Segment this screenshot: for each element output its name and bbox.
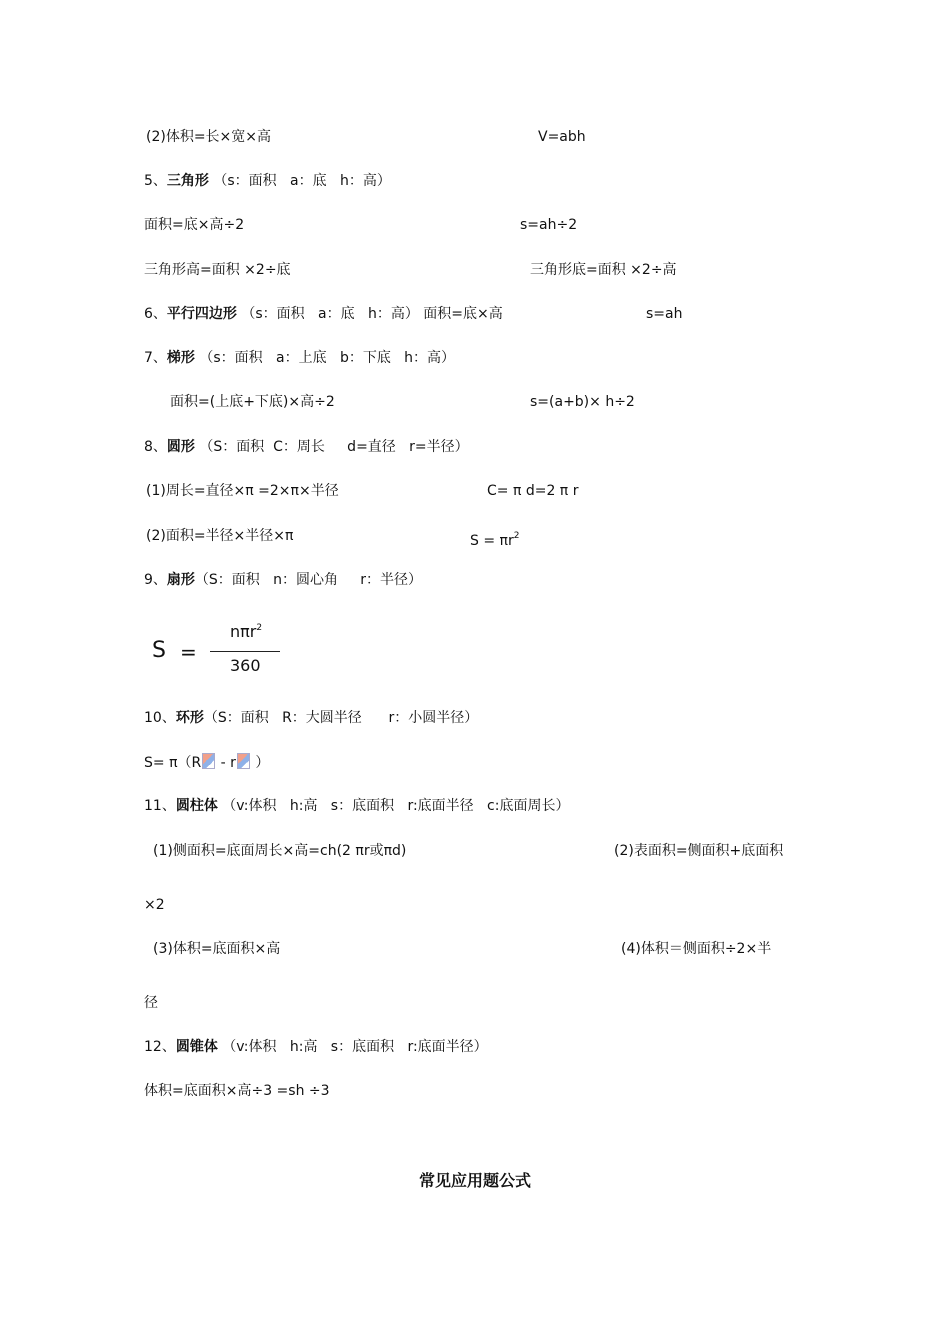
formula-triangle-height: 三角形高=面积 ×2÷底	[144, 262, 291, 278]
broken-image-icon	[237, 753, 250, 769]
section-title: 常见应用题公式	[418, 1171, 531, 1190]
heading-legend: （S：面积 R：大圆半径 r：小圆半径）	[203, 710, 479, 726]
heading-number: 10、	[144, 710, 176, 726]
heading-label: 圆形	[166, 439, 195, 455]
formula-cylinder-surface-area-cont: ×2	[144, 897, 165, 913]
fraction-lhs: S	[152, 638, 166, 663]
heading-label: 圆锥体	[175, 1039, 218, 1055]
heading-parallelogram	[144, 305, 503, 323]
heading-sector	[144, 571, 422, 589]
formula-triangle-area-symbolic: s=ah÷2	[520, 217, 578, 233]
heading-number: 5、	[144, 173, 167, 189]
formula-base: S = πr	[470, 533, 514, 549]
formula-circle-circumference-symbolic: C= π d=2 π r	[487, 483, 579, 499]
fraction-equals: =	[180, 640, 197, 664]
formula-cylinder-surface-area: (2)表面积=侧面积+底面积	[614, 843, 784, 859]
formula-cylinder-lateral-area: (1)侧面积=底面周长×高=ch(2 πr或πd)	[153, 843, 407, 859]
heading-legend: （v:体积 h:高 s：底面积 r:底面半径 c:底面周长）	[217, 798, 570, 814]
heading-annulus	[144, 709, 478, 727]
heading-legend: （v:体积 h:高 s：底面积 r:底面半径）	[217, 1039, 488, 1055]
heading-label: 三角形	[166, 173, 209, 189]
formula-circle-circumference: (1)周长=直径×π =2×π×半径	[146, 483, 339, 499]
heading-label: 梯形	[166, 350, 195, 366]
heading-legend: （S：面积 n：圆心角 r：半径）	[194, 572, 423, 588]
formula-part: S= π（R	[144, 755, 202, 771]
formula-cone-volume: 体积=底面积×高÷3 =sh ÷3	[144, 1083, 330, 1099]
heading-circle	[144, 438, 469, 456]
formula-sector-area-fraction	[150, 620, 290, 682]
formula-circle-area: (2)面积=半径×半径×π	[146, 528, 294, 544]
heading-label: 平行四边形	[166, 306, 237, 322]
formula-cylinder-volume-alt-cont: 径	[144, 995, 158, 1011]
formula-circle-area-symbolic	[470, 527, 519, 550]
heading-cone	[144, 1038, 488, 1056]
formula-part: ）	[250, 755, 270, 771]
formula-trapezoid-area: 面积=(上底+下底)×高÷2	[170, 394, 335, 410]
fraction-bar	[210, 651, 280, 652]
heading-number: 12、	[144, 1039, 176, 1055]
fraction-numerator	[230, 622, 262, 641]
formula-exponent: 2	[513, 531, 520, 541]
heading-label: 扇形	[166, 572, 195, 588]
heading-number: 7、	[144, 350, 167, 366]
formula-annulus-area	[144, 753, 269, 772]
formula-trapezoid-area-symbolic: s=(a+b)× h÷2	[530, 394, 635, 410]
formula-parallelogram-symbolic: s=ah	[646, 306, 683, 322]
broken-image-icon	[202, 753, 215, 769]
heading-legend: （s：面积 a：上底 b：下底 h：高）	[194, 350, 456, 366]
heading-legend: （s：面积 a：底 h：高）	[208, 173, 391, 189]
heading-legend: （S：面积 C：周长 d=直径 r=半径）	[194, 439, 469, 455]
heading-number: 6、	[144, 306, 167, 322]
formula-cuboid-volume: (2)体积=长×宽×高	[146, 129, 272, 145]
numerator-base: nπr	[230, 622, 257, 641]
numerator-exponent: 2	[256, 623, 263, 633]
formula-triangle-area: 面积=底×高÷2	[144, 217, 245, 233]
heading-number: 9、	[144, 572, 167, 588]
heading-legend: （s：面积 a：底 h：高） 面积=底×高	[236, 306, 503, 322]
formula-cylinder-volume: (3)体积=底面积×高	[153, 941, 281, 957]
heading-number: 8、	[144, 439, 167, 455]
heading-trapezoid	[144, 349, 455, 367]
heading-number: 11、	[144, 798, 176, 814]
formula-cuboid-volume-symbolic: V=abh	[538, 129, 586, 145]
fraction-denominator: 360	[230, 656, 261, 675]
formula-part: - r	[216, 755, 236, 771]
heading-triangle	[144, 172, 391, 190]
formula-triangle-base: 三角形底=面积 ×2÷高	[530, 262, 677, 278]
heading-label: 环形	[175, 710, 204, 726]
heading-cylinder	[144, 797, 569, 815]
formula-cylinder-volume-alt: (4)体积＝侧面积÷2×半	[621, 941, 772, 957]
heading-label: 圆柱体	[175, 798, 218, 814]
